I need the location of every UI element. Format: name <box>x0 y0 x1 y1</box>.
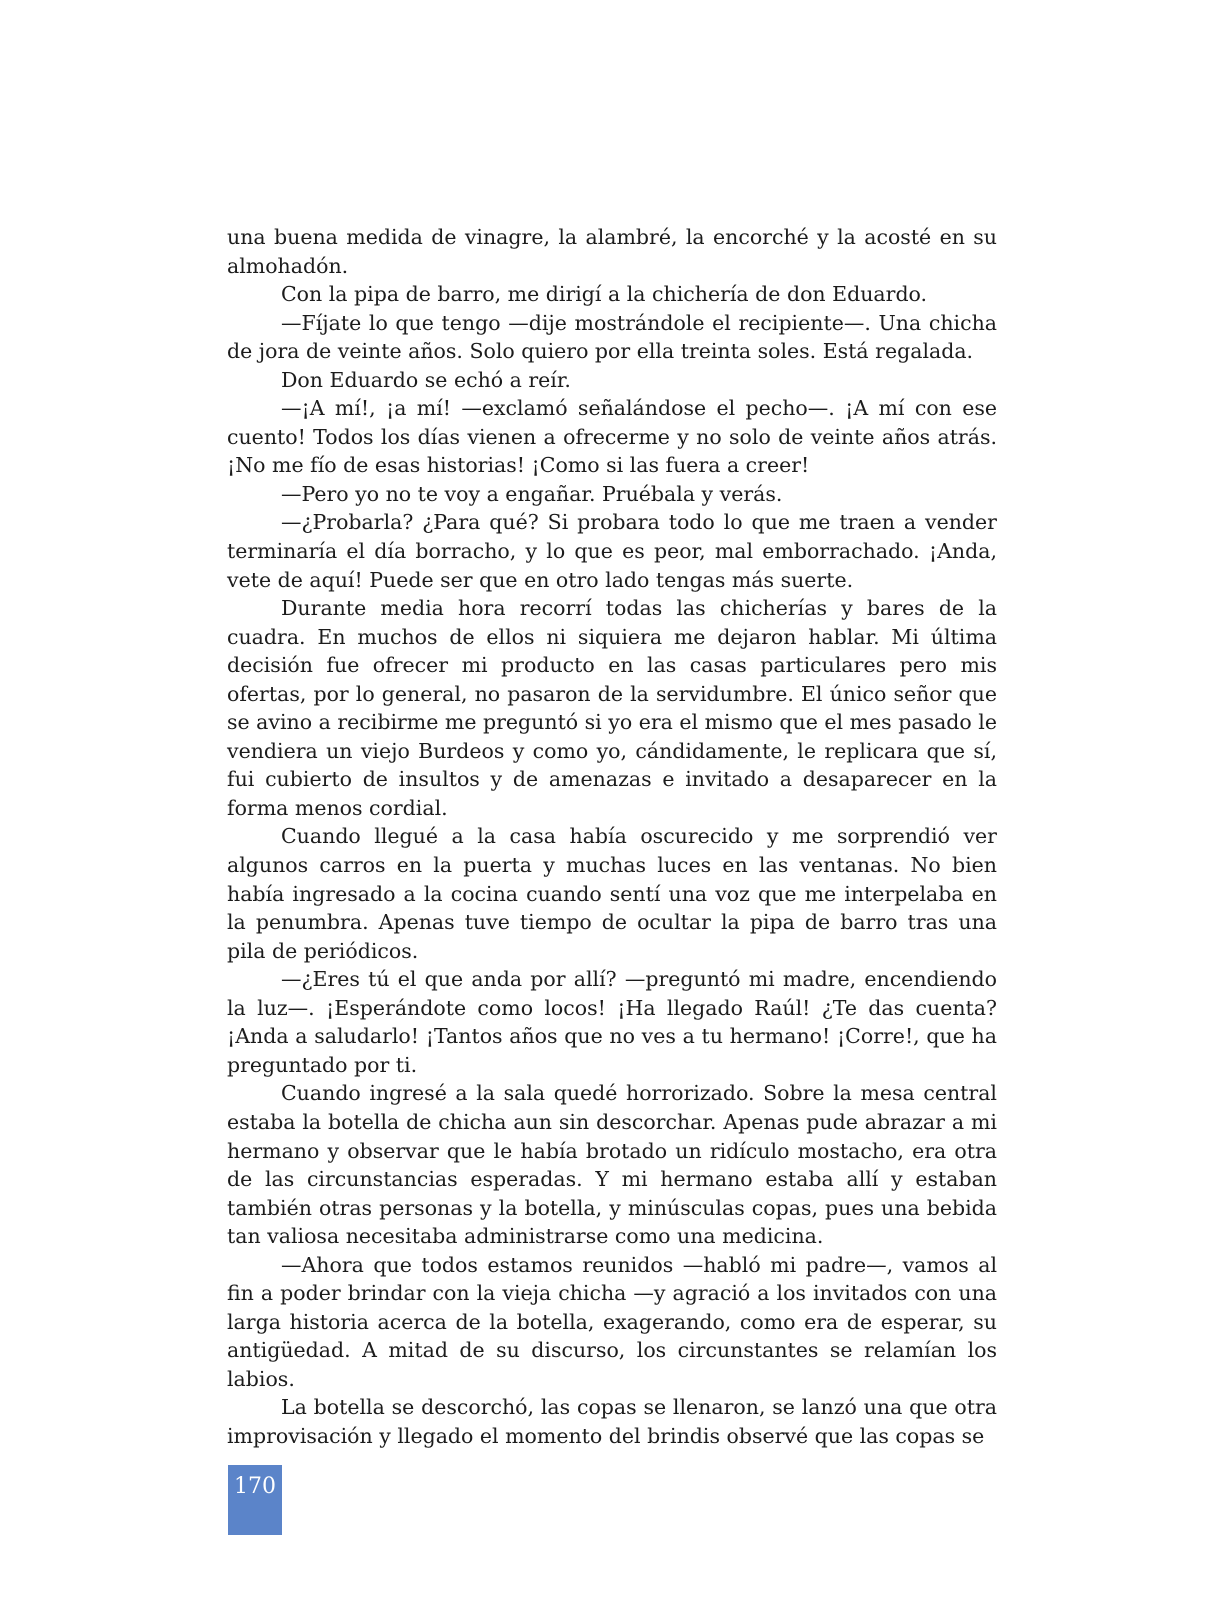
paragraph: Cuando ingresé a la sala quedé horrorizado. Sobre la mesa central estaba la botella de chicha aun sin descorchar. Apenas pude abrazar a mi hermano y observar que le había brotado un ridículo mostacho, era otra de las circunstancias esperadas. Y mi hermano estaba allí y estaban también otras personas y la botella, y minúsculas copas, pues una bebida tan valiosa necesitaba administrarse como una medicina. <box>227 1081 997 1249</box>
paragraph-dialogue: —Pero yo no te voy a engañar. Pruébala y verás. <box>281 481 783 506</box>
paragraph-dialogue: —¿Eres tú el que anda por allí? —preguntó mi madre, encendiendo la luz—. ¡Esperándote como locos! ¡Ha llegado Raúl! ¿Te das cuenta? ¡Anda a saludarlo! ¡Tantos años que no ves a tu hermano! ¡Corre!, que ha preguntado por ti. <box>227 967 997 1077</box>
paragraph: La botella se descorchó, las copas se llenaron, se lanzó una que otra improvisación y llegado el momento del brindis observé que las copas se <box>227 1395 997 1448</box>
paragraph: Con la pipa de barro, me dirigí a la chichería de don Eduardo. <box>281 282 928 307</box>
page-number: 170 <box>234 1474 276 1499</box>
paragraph: Cuando llegué a la casa había oscurecido y me sorprendió ver algunos carros en la puerta y muchas luces en las ventanas. No bien había ingresado a la cocina cuando sentí una voz que me interpelaba en la penumbra. Apenas tuve tiempo de ocultar la pipa de barro tras una pila de periódicos. <box>227 824 997 963</box>
paragraph-dialogue: —Ahora que todos estamos reunidos —habló mi padre—, vamos al fin a poder brindar con la vieja chicha —y agració a los invitados con una larga historia acerca de la botella, exagerando, como era de esperar, su antigüedad. A mitad de su discurso, los circunstantes se relamían los labios. <box>227 1252 997 1391</box>
paragraph-dialogue: —¡A mí!, ¡a mí! —exclamó señalándose el pecho—. ¡A mí con ese cuento! Todos los días vienen a ofrecerme y no solo de veinte años atrás. ¡No me fío de esas historias! ¡Como si las fuera a creer! <box>227 396 997 478</box>
body-text <box>227 223 997 1451</box>
paragraph-dialogue: —Fíjate lo que tengo —dije mostrándole el recipiente—. Una chicha de jora de veinte años. Solo quiero por ella treinta soles. Está regalada. <box>227 310 997 364</box>
paragraph: Durante media hora recorrí todas las chicherías y bares de la cuadra. En muchos de ellos ni siquiera me dejaron hablar. Mi última decisión fue ofrecer mi producto en las casas particulares pero mis ofertas, por lo general, no pasaron de la servidumbre. El único señor que se avino a recibirme me preguntó si yo era el mismo que el mes pasado le vendiera un viejo Burdeos y como yo, cándidamente, le replicara que sí, fui cubierto de insultos y de amenazas e invitado a desaparecer en la forma menos cordial. <box>227 596 997 820</box>
page-number-tab <box>228 1465 282 1535</box>
paragraph-dialogue: —¿Probarla? ¿Para qué? Si probara todo lo que me traen a vender terminaría el día borracho, y lo que es peor, mal emborrachado. ¡Anda, vete de aquí! Puede ser que en otro lado tengas más suerte. <box>227 510 997 592</box>
paragraph-continuation: una buena medida de vinagre, la alambré, la encorché y la acosté en su almohadón. <box>227 225 997 278</box>
paragraph: Don Eduardo se echó a reír. <box>281 367 571 392</box>
